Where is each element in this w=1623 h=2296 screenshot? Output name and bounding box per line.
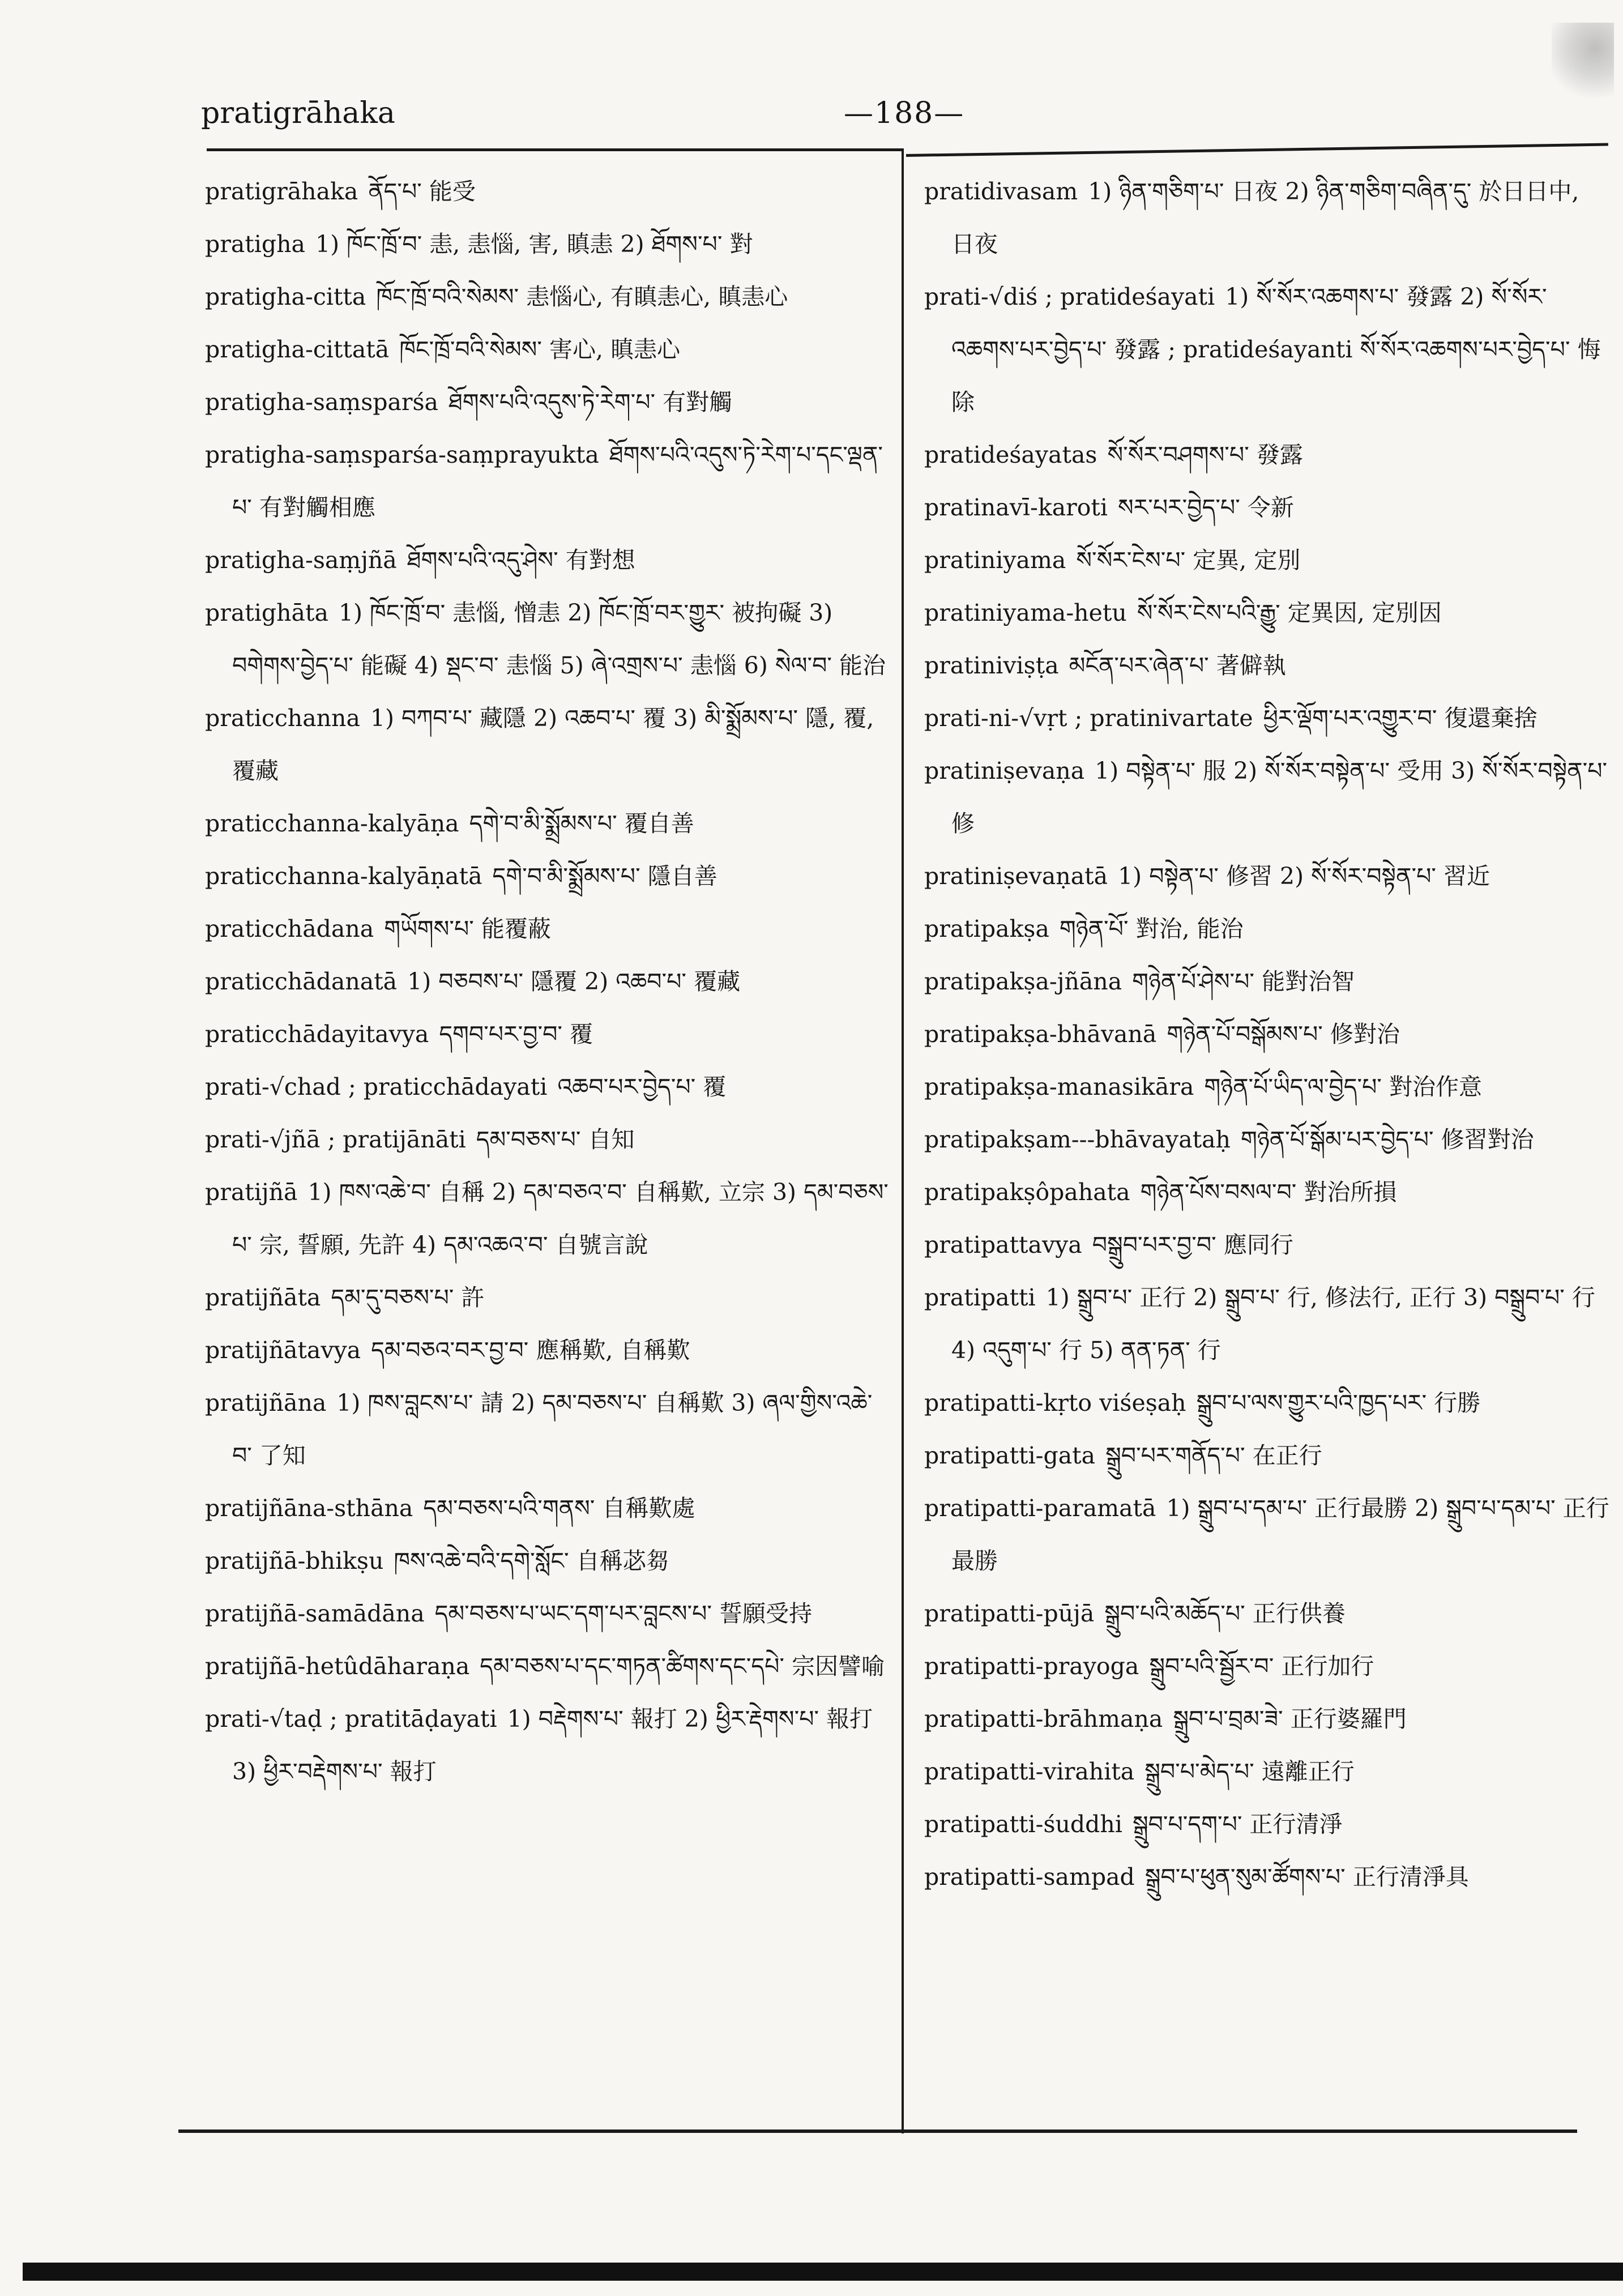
entry-gloss: དམ་བཅས་པ་དང་གཏན་ཚིགས་དང་དཔེ་ 宗因譬喻 [480,1653,885,1680]
entry-gloss: གཉེན་པོ་བསྒོམས་པ་ 修對治 [1167,1021,1400,1048]
entry-gloss: སྒྲུབ་པའི་མཆོད་པ་ 正行供養 [1104,1600,1346,1627]
footer-rule [178,2129,1577,2133]
entry-gloss: ཐོགས་པའི་འདུ་ཤེས་ 有對想 [407,547,635,574]
dictionary-entry [924,1113,1609,1166]
entry-headword: pratipatti-sampad [924,1863,1135,1890]
entry-headword: praticchanna [205,705,360,732]
entry-headword: pratighāta [205,599,328,626]
entry-headword: pratipatti-gata [924,1442,1096,1469]
dictionary-entry [205,903,890,955]
entry-gloss: 1) བསྟེན་པ་ 服 2) སོ་སོར་བསྟེན་པ་ 受用 3) སོ་སོར་བསྟེན་པ་ 修 [951,757,1608,837]
entry-headword: pratigha-citta [205,283,366,310]
dictionary-entry [924,1851,1609,1904]
entry-headword: pratijñā-hetûdāharaṇa [205,1653,470,1680]
dictionary-entry [205,1640,890,1693]
entry-headword: pratipatti-brāhmaṇa [924,1705,1163,1732]
entry-headword: pratinavī-karoti [924,494,1108,521]
entry-gloss: དགེ་བ་མི་སྨྲོམས་པ་ 隱自善 [492,863,717,890]
dictionary-entry [924,1219,1609,1271]
entry-gloss: ཐོགས་པའི་འདུས་ཏེ་རེག་པ་དང་ལྡན་པ་ 有對觸相應 [232,441,883,521]
entry-headword: pratigha-saṃsparśa [205,389,439,416]
entry-gloss: དགེ་བ་མི་སྨྲོམས་པ་ 覆自善 [469,810,694,837]
entry-gloss: མངོན་པར་ཞེན་པ་ 著僻執 [1069,652,1286,679]
entry-headword: praticchādana [205,915,374,942]
entry-headword: pratipatti-pūjā [924,1600,1095,1627]
dictionary-entry [924,903,1609,955]
running-head: pratigrāhaka [201,96,395,130]
entry-gloss: དམ་བཅའ་བར་བྱ་བ་ 應稱歎, 自稱歎 [371,1337,690,1364]
dictionary-entry [924,587,1609,639]
entry-gloss: སོ་སོར་བཤགས་པ་ 發露 [1107,441,1303,468]
dictionary-entry [205,1166,890,1271]
entry-headword: pratiniṣevaṇatā [924,863,1108,890]
entry-headword: pratiniyama [924,547,1066,574]
entry-gloss: ཁས་འཆེ་བའི་དགེ་སློང་ 自稱苾芻 [394,1547,669,1574]
dictionary-entry [924,1482,1609,1587]
entry-gloss: གཉེན་པོས་བསལ་བ་ 對治所損 [1140,1179,1397,1206]
entry-headword: pratigha-cittatā [205,336,390,363]
dictionary-entry [205,323,890,376]
entry-gloss: དམ་དུ་བཅས་པ་ 許 [331,1284,485,1311]
entry-headword: pratipakṣa [924,915,1049,942]
entry-gloss: བསྒྲུབ་པར་བྱ་བ་ 應同行 [1092,1231,1293,1258]
entry-gloss: 1) སྒྲུབ་པ་དམ་པ་ 正行最勝 2) སྒྲུབ་པ་དམ་པ་ 正行最勝 [951,1495,1609,1574]
entry-gloss: དམ་བཅས་པ་ 自知 [476,1126,635,1153]
dictionary-entry [205,955,890,1008]
entry-gloss: དམ་བཅས་པ་ཡང་དག་པར་བླངས་པ་ 誓願受持 [434,1600,813,1627]
dictionary-entry [924,955,1609,1008]
entry-headword: pratigha-saṃsparśa-saṃprayukta [205,441,599,468]
entry-gloss: སོ་སོར་ངེས་པའི་རྒྱུ་ 定異因, 定別因 [1137,599,1442,626]
dictionary-entry [205,1693,890,1798]
entry-gloss: 1) བཅབས་པ་ 隱覆 2) འཆབ་པ་ 覆藏 [407,968,741,995]
dictionary-entry [924,1166,1609,1219]
entry-headword: prati-√diś ; pratideśayati [924,283,1215,310]
page-number: —188— [844,96,965,130]
entry-headword: pratipatti-virahita [924,1758,1135,1785]
entry-headword: pratigha [205,231,305,258]
dictionary-entry [205,587,890,692]
dictionary-entry [924,639,1609,692]
entry-headword: pratipakṣa-manasikāra [924,1073,1194,1100]
entry-gloss: གཡོགས་པ་ 能覆蔽 [384,915,551,942]
entry-gloss: ཕྱིར་ལྡོག་པར་འགྱུར་བ་ 復還棄捨 [1263,705,1537,732]
entry-headword: pratigha-saṃjñā [205,547,397,574]
dictionary-entry [924,165,1609,271]
dictionary-entry [205,1377,890,1482]
scan-bottom-band [23,2263,1623,2281]
scan-artifact [1552,23,1614,108]
entry-gloss: དམ་བཅས་པའི་གནས་ 自稱歎處 [423,1495,695,1522]
entry-headword: pratijñāta [205,1284,321,1311]
entry-gloss: སྒྲུབ་པ་ལས་གྱུར་པའི་ཁྱད་པར་ 行勝 [1196,1389,1481,1416]
entry-gloss: 1) ཁས་འཆེ་བ་ 自稱 2) དམ་བཅའ་བ་ 自稱歎, 立宗 3) དམ་བཅས་པ་ 宗, 誓願, 先許 4) དམ་འཆའ་བ་ 自號言說 [232,1179,889,1258]
entry-gloss: 1) ཁོང་ཁྲོ་བ་ 恚, 恚惱, 害, 瞋恚 2) ཐོགས་པ་ 對 [315,231,753,258]
entry-headword: pratijñā [205,1179,298,1206]
dictionary-entry [924,534,1609,587]
dictionary-entry [924,692,1609,745]
dictionary-entry [205,218,890,271]
entry-headword: pratipatti-śuddhi [924,1811,1122,1838]
entry-gloss: 1) ཁས་བླངས་པ་ 請 2) དམ་བཅས་པ་ 自稱歎 3) ཞལ་གྱིས་འཆེ་བ་ 了知 [232,1389,873,1469]
entry-gloss: སྒྲུབ་པར་གནོད་པ་ 在正行 [1105,1442,1322,1469]
entry-gloss: འཆབ་པར་བྱེད་པ་ 覆 [557,1073,727,1100]
dictionary-entry [924,1008,1609,1061]
dictionary-entry [205,1482,890,1535]
entry-headword: prati-√chad ; praticchādayati [205,1073,548,1100]
entry-headword: praticchādanatā [205,968,398,995]
entry-gloss: དགབ་པར་བྱ་བ་ 覆 [439,1021,593,1048]
entry-gloss: གཉེན་པོ་ 對治, 能治 [1059,915,1244,942]
entry-headword: prati-√taḍ ; pratitāḍayati [205,1705,497,1732]
dictionary-entry [924,1693,1609,1746]
left-column [205,165,890,1798]
entry-headword: pratijñāna-sthāna [205,1495,413,1522]
dictionary-entry [924,429,1609,481]
column-divider [902,148,904,2133]
entry-gloss: 1) སོ་སོར་འཆགས་པ་ 發露 2) སོ་སོར་འཆགས་པར་བྱེད་པ་ 發露 ; pratideśayanti སོ་སོར་འཆགས་པར་བྱེད་པ་ 悔除 [951,283,1601,416]
entry-gloss: 1) ཉིན་གཅིག་པ་ 日夜 2) ཉིན་གཅིག་བཞིན་དུ་ 於日日中, 日夜 [951,178,1579,258]
header-rule-left [207,148,903,151]
dictionary-entry [924,850,1609,903]
entry-headword: pratijñātavya [205,1337,361,1364]
dictionary-entry [924,1746,1609,1798]
entry-headword: praticchanna-kalyāṇa [205,810,459,837]
entry-gloss: 1) བཀབ་པ་ 藏隱 2) འཆབ་པ་ 覆 3) མི་སྨྲོམས་པ་ 隱, 覆, 覆藏 [232,705,874,784]
entry-headword: pratiniṣevaṇa [924,757,1085,784]
entry-headword: pratijñā-samādāna [205,1600,425,1627]
dictionary-entry [924,1061,1609,1113]
dictionary-entry [924,1587,1609,1640]
dictionary-entry [205,1271,890,1324]
entry-headword: prati-ni-√vṛt ; pratinivartate [924,705,1253,732]
entry-gloss: སྒྲུབ་པ་དག་པ་ 正行清淨 [1132,1811,1343,1838]
entry-gloss: ཐོགས་པའི་འདུས་ཏེ་རེག་པ་ 有對觸 [449,389,733,416]
entry-headword: prati-√jñā ; pratijānāti [205,1126,466,1153]
entry-gloss: སྒྲུབ་པ་བྲམ་ཟེ་ 正行婆羅門 [1173,1705,1407,1732]
entry-headword: pratiniyama-hetu [924,599,1127,626]
dictionary-entry [205,1113,890,1166]
entry-gloss: སོ་སོར་ངེས་པ་ 定異, 定別 [1076,547,1301,574]
entry-gloss: 1) ཁོང་ཁྲོ་བ་ 恚惱, 憎恚 2) ཁོང་ཁྲོ་བར་གྱུར་ 被拘礙 3) བགེགས་བྱེད་པ་ 能礙 4) སྡང་བ་ 恚惱 5) ཞེ་འགྲས་པ་ 恚惱 6) སེལ་བ་ 能治 [232,599,886,679]
dictionary-entry [205,1324,890,1377]
dictionary-entry [205,165,890,218]
entry-headword: pratidivasam [924,178,1078,205]
entry-headword: pratipatti-paramatā [924,1495,1156,1522]
entry-headword: pratiniviṣṭa [924,652,1059,679]
entry-headword: pratideśayatas [924,441,1097,468]
entry-gloss: གཉེན་པོ་སྒོམ་པར་བྱེད་པ་ 修習對治 [1240,1126,1534,1153]
dictionary-entry [205,271,890,323]
entry-gloss: 1) བསྟེན་པ་ 修習 2) སོ་སོར་བསྟེན་པ་ 習近 [1118,863,1490,890]
entry-gloss: 1) བརྡེགས་པ་ 報打 2) ཕྱིར་རྡེགས་པ་ 報打 3) ཕྱིར་བརྡེགས་པ་ 報打 [232,1705,873,1785]
entry-headword: pratipakṣam---bhāvayataḥ [924,1126,1231,1153]
entry-headword: pratipakṣôpahata [924,1179,1130,1206]
dictionary-entry [924,1429,1609,1482]
page-header [201,96,1600,147]
dictionary-entry [205,376,890,429]
entry-headword: pratipatti-kṛto viśeṣaḥ [924,1389,1186,1416]
entry-headword: pratipatti [924,1284,1036,1311]
dictionary-entry [205,692,890,797]
entry-gloss: ཁོང་ཁྲོ་བའི་སེམས་ 恚惱心, 有瞋恚心, 瞋恚心 [376,283,788,310]
entry-gloss: སྒྲུབ་པ་མེད་པ་ 遠離正行 [1144,1758,1355,1785]
dictionary-entry [924,271,1609,429]
dictionary-entry [924,481,1609,534]
dictionary-entry [205,1535,890,1587]
dictionary-entry [205,1587,890,1640]
dictionary-entry [205,429,890,534]
entry-headword: praticchanna-kalyāṇatā [205,863,482,890]
dictionary-entry [924,1271,1609,1377]
dictionary-entry [205,1061,890,1113]
entry-gloss: གཉེན་པོ་ཤེས་པ་ 能對治智 [1132,968,1355,995]
entry-headword: praticchādayitavya [205,1021,429,1048]
entry-gloss: ནོད་པ་ 能受 [368,178,476,205]
entry-gloss: ཁོང་ཁྲོ་བའི་སེམས་ 害心, 瞋恚心 [399,336,681,363]
right-column [924,165,1609,1904]
entry-gloss: སྒྲུབ་པའི་སྦྱོར་བ་ 正行加行 [1149,1653,1374,1680]
entry-gloss: སྒྲུབ་པ་ཕུན་སུམ་ཚོགས་པ་ 正行清淨具 [1144,1863,1469,1890]
dictionary-entry [205,797,890,850]
dictionary-entry [924,1798,1609,1851]
entry-headword: pratigrāhaka [205,178,358,205]
entry-headword: pratipatti-prayoga [924,1653,1139,1680]
entry-headword: pratijñā-bhikṣu [205,1547,384,1574]
entry-headword: pratipakṣa-bhāvanā [924,1021,1157,1048]
entry-gloss: 1) སྒྲུབ་པ་ 正行 2) སྒྲུབ་པ་ 行, 修法行, 正行 3) བསྒྲུབ་པ་ 行 4) འདུག་པ་ 行 5) ནན་ཏན་ 行 [951,1284,1595,1364]
entry-gloss: གཉེན་པོ་ཡིད་ལ་བྱེད་པ་ 對治作意 [1204,1073,1483,1100]
entry-headword: pratipattavya [924,1231,1082,1258]
dictionary-entry [924,1377,1609,1429]
dictionary-entry [205,850,890,903]
dictionary-entry [924,745,1609,850]
entry-gloss: སར་པར་བྱེད་པ་ 令新 [1118,494,1294,521]
dictionary-entry [205,1008,890,1061]
entry-headword: pratipakṣa-jñāna [924,968,1122,995]
dictionary-entry [924,1640,1609,1693]
entry-headword: pratijñāna [205,1389,327,1416]
dictionary-entry [205,534,890,587]
